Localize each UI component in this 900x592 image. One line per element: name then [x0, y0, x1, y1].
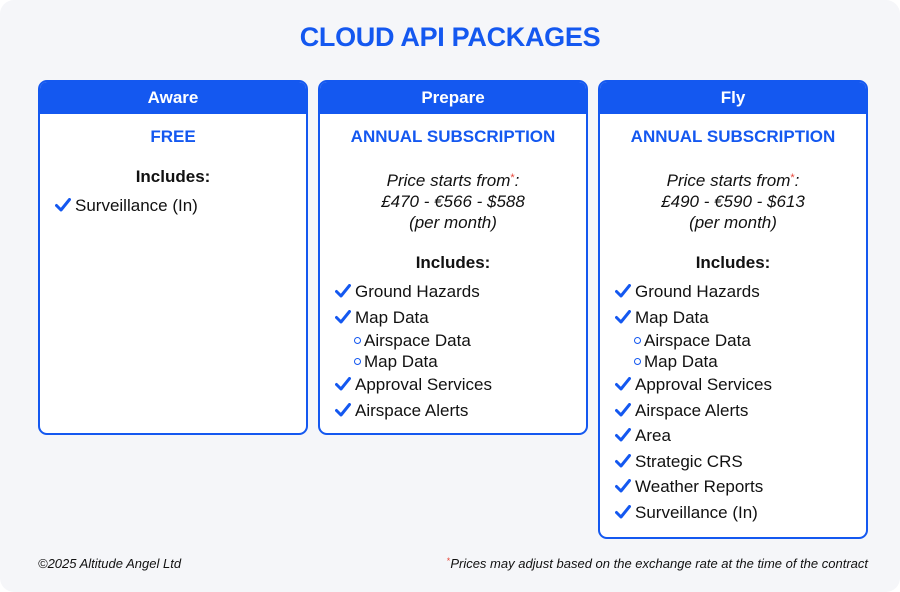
feature-label: Map Data	[364, 352, 438, 371]
plan-name: Prepare	[320, 82, 586, 114]
feature-label: Surveillance (In)	[635, 502, 758, 522]
feature-label: Surveillance (In)	[75, 196, 198, 215]
feature-list	[40, 193, 306, 219]
feature-item	[615, 305, 866, 331]
plan-type: ANNUAL SUBSCRIPTION	[350, 127, 556, 146]
feature-subitem	[615, 351, 866, 372]
price-footnote	[447, 556, 868, 571]
circle-bullet-icon	[354, 358, 361, 365]
feature-item	[615, 398, 866, 424]
feature-list	[320, 279, 586, 423]
feature-label: Map Data	[644, 352, 718, 371]
checkmark-icon	[615, 403, 631, 417]
copyright-text: ©2025 Altitude Angel Ltd	[38, 556, 182, 571]
checkmark-icon	[335, 403, 351, 417]
checkmark-icon	[335, 377, 351, 391]
plan-name: Fly	[600, 82, 866, 114]
feature-item	[615, 423, 866, 449]
circle-bullet-icon	[354, 337, 361, 344]
price-label: Price starts from	[666, 171, 791, 190]
feature-label: Airspace Data	[644, 331, 751, 350]
feature-item	[615, 500, 866, 526]
price-values: £470 - €566 - $588	[381, 192, 525, 211]
feature-label: Approval Services	[355, 375, 493, 394]
plan-card-aware	[38, 80, 308, 435]
checkmark-icon	[615, 428, 631, 442]
feature-label: Map Data	[635, 307, 709, 327]
price-period: (per month)	[409, 213, 497, 232]
asterisk: *	[510, 172, 515, 184]
feature-item	[335, 372, 586, 398]
includes-label: Includes:	[135, 167, 211, 186]
price-values: £490 - €590 - $613	[661, 192, 805, 211]
includes-label: Includes:	[415, 253, 491, 272]
feature-label: Approval Services	[635, 375, 773, 394]
price-period: (per month)	[689, 213, 777, 232]
feature-subitem	[335, 351, 586, 372]
feature-item	[615, 372, 866, 398]
feature-label: Ground Hazards	[355, 282, 480, 301]
feature-label: Map Data	[355, 307, 429, 327]
checkmark-icon	[615, 310, 631, 324]
feature-label: Strategic CRS	[635, 451, 743, 471]
price-label-line	[320, 168, 586, 191]
feature-label: Weather Reports	[635, 477, 764, 496]
feature-subitem	[615, 330, 866, 351]
checkmark-icon	[55, 198, 71, 212]
footnote-text: Prices may adjust based on the exchange rate at the time of the contract	[450, 556, 868, 571]
feature-label: Airspace Alerts	[635, 400, 749, 420]
checkmark-icon	[615, 505, 631, 519]
feature-item	[335, 398, 586, 424]
includes-label: Includes:	[695, 253, 771, 272]
circle-bullet-icon	[634, 358, 641, 365]
feature-item	[615, 449, 866, 475]
plan-type: FREE	[150, 127, 196, 146]
checkmark-icon	[615, 479, 631, 493]
feature-subitem	[335, 330, 586, 351]
checkmark-icon	[615, 284, 631, 298]
price-block	[320, 168, 586, 233]
circle-bullet-icon	[634, 337, 641, 344]
price-suffix: :	[794, 171, 800, 190]
checkmark-icon	[335, 284, 351, 298]
feature-item	[615, 474, 866, 500]
checkmark-icon	[615, 454, 631, 468]
feature-item	[55, 193, 306, 219]
feature-item	[335, 279, 586, 305]
plan-name: Aware	[40, 82, 306, 114]
feature-list	[600, 279, 866, 525]
plan-type: ANNUAL SUBSCRIPTION	[630, 127, 836, 146]
page-title: CLOUD API PACKAGES	[299, 22, 601, 52]
feature-label: Airspace Data	[364, 331, 471, 350]
feature-label: Airspace Alerts	[355, 400, 469, 420]
checkmark-icon	[615, 377, 631, 391]
price-block	[600, 168, 866, 233]
feature-item	[335, 305, 586, 331]
asterisk: *	[446, 556, 451, 566]
checkmark-icon	[335, 310, 351, 324]
plan-card-prepare	[318, 80, 588, 435]
feature-label: Ground Hazards	[635, 282, 760, 301]
feature-item	[615, 279, 866, 305]
plan-card-fly	[598, 80, 868, 539]
price-label: Price starts from	[386, 171, 511, 190]
price-label-line	[600, 168, 866, 191]
price-suffix: :	[514, 171, 520, 190]
feature-label: Area	[635, 426, 671, 445]
asterisk: *	[790, 172, 795, 184]
